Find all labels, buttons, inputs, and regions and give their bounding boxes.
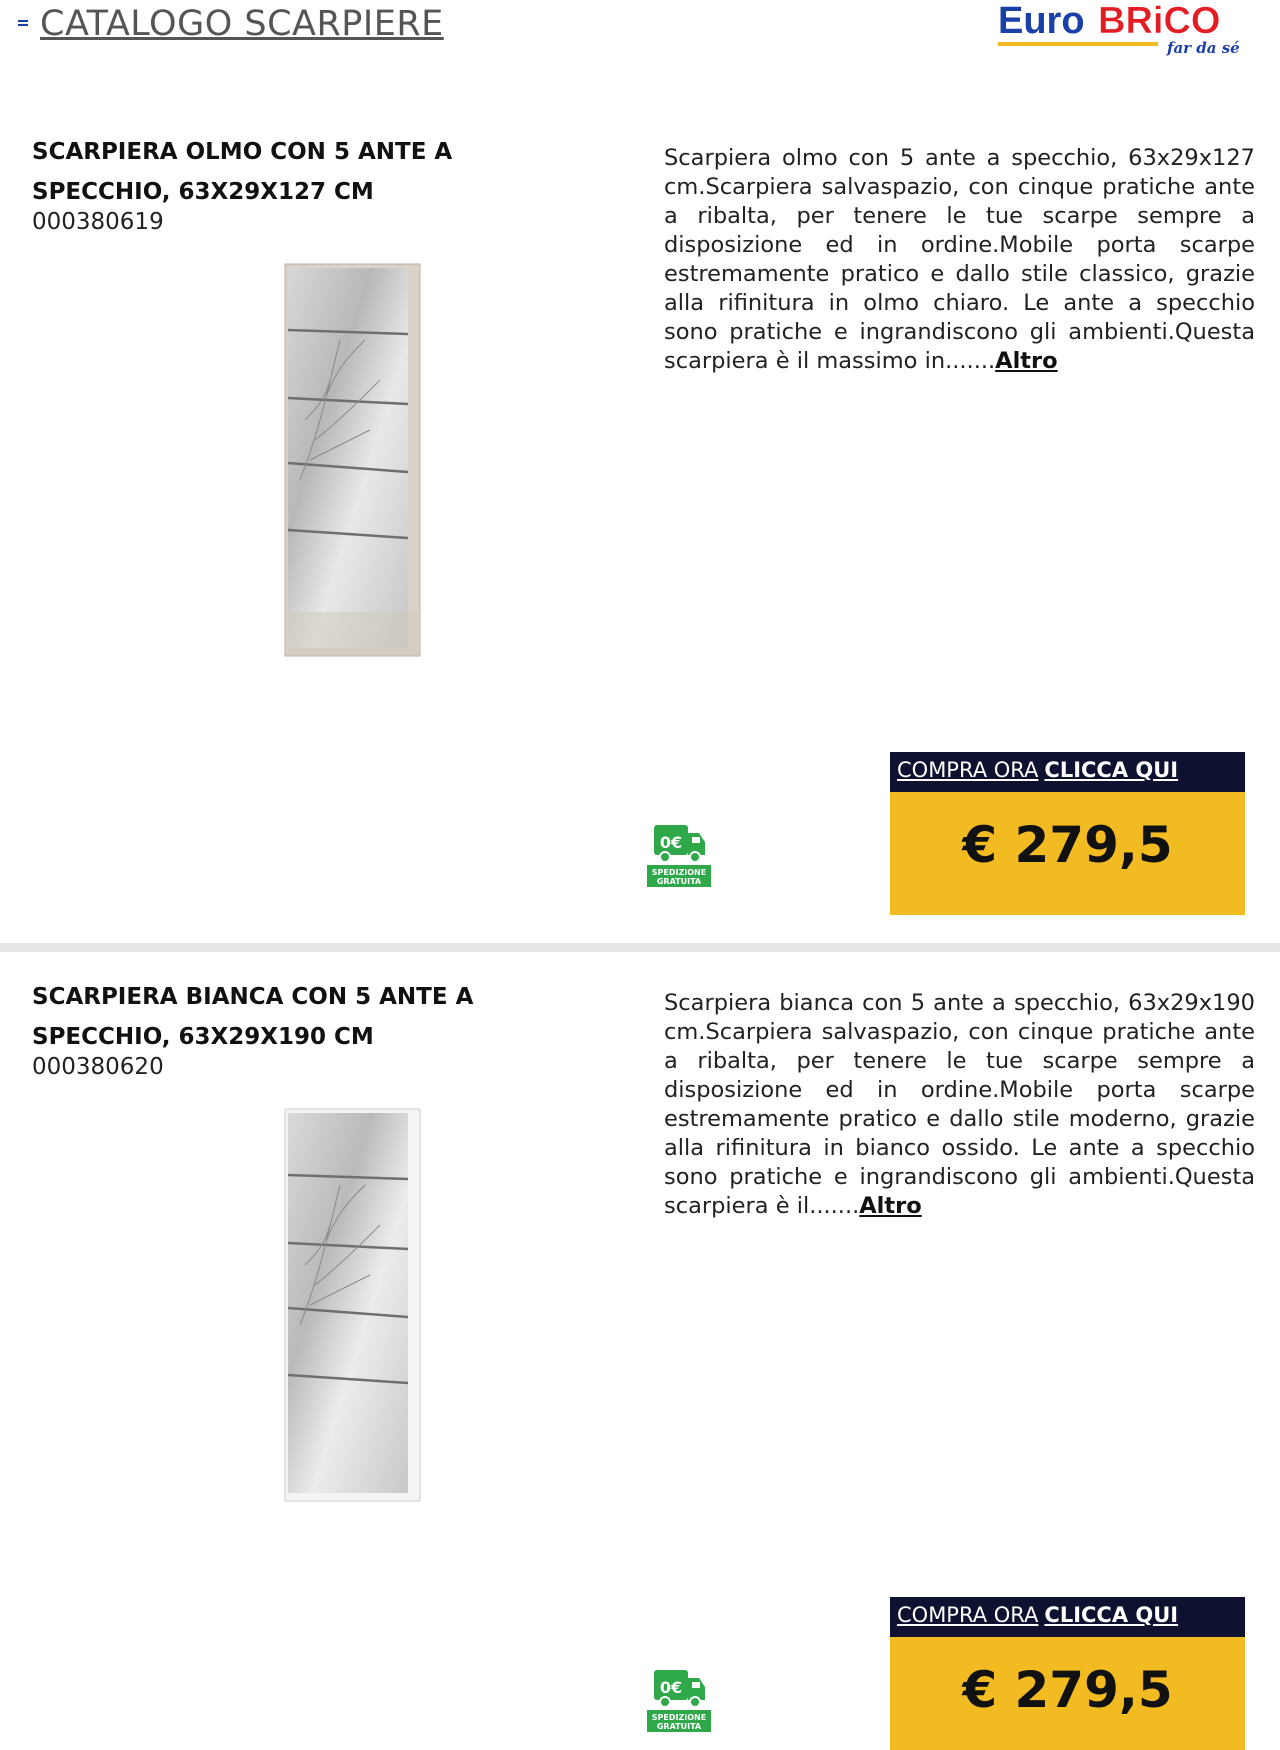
buy-bar[interactable]	[890, 752, 1245, 792]
cabinet-mirror	[288, 1113, 408, 1493]
page-title: CATALOGO SCARPIERE	[40, 4, 444, 44]
product-title: SCARPIERA BIANCA CON 5 ANTE A SPECCHIO, 63X29X190 CM	[32, 984, 474, 1050]
shipping-price: 0€	[659, 1678, 683, 1697]
menu-icon[interactable]	[18, 20, 28, 28]
click-here-link[interactable]: CLICCA QUI	[1044, 1603, 1179, 1627]
product-image	[270, 1105, 440, 1505]
description-text: Scarpiera olmo con 5 ante a specchio, 63x29x127 cm.Scarpiera salvaspazio, con cinque pratiche ante a ribalta, per tenere le tue scarpe sempre a disposizione ed in ordine.Mobile porta scarpe estremamente pratico e dallo stile classico, grazie alla rifinitura in olmo chiaro. Le ante a specchio sono pratiche e ingrandiscono gli ambienti.Questa scarpiera è il massimo in.......	[664, 145, 1255, 374]
buy-now-link[interactable]: COMPRA ORA	[897, 758, 1039, 782]
more-link[interactable]: Altro	[859, 1193, 922, 1219]
buy-box[interactable]	[890, 752, 1245, 915]
logo-euro-text: Euro	[998, 0, 1085, 42]
cabinet-mirror	[288, 268, 408, 648]
section-divider	[0, 943, 1280, 952]
price: € 279,5	[962, 815, 1173, 874]
product-card	[0, 955, 1280, 1750]
price-box[interactable]	[890, 1637, 1245, 1750]
page-header	[0, 0, 1280, 110]
shipping-label-2: GRATUITA	[656, 1722, 702, 1731]
buy-now-link[interactable]: COMPRA ORA	[897, 1603, 1039, 1627]
more-link[interactable]: Altro	[995, 348, 1058, 374]
price-box[interactable]	[890, 792, 1245, 915]
free-shipping-icon	[645, 815, 713, 887]
product-code: 000380619	[32, 209, 164, 235]
price: € 279,5	[962, 1660, 1173, 1719]
click-here-link[interactable]: CLICCA QUI	[1044, 758, 1179, 782]
description-text: Scarpiera bianca con 5 ante a specchio, 63x29x190 cm.Scarpiera salvaspazio, con cinque pratiche ante a ribalta, per tenere le tue scarpe sempre a disposizione ed in ordine.Mobile porta scarpe estremamente pratico e dallo stile moderno, grazie alla rifinitura in bianco ossido. Le ante a specchio sono pratiche e ingrandiscono gli ambienti.Questa scarpiera è il.......	[664, 990, 1255, 1219]
shipping-label-2: GRATUITA	[656, 877, 702, 886]
product-card	[0, 110, 1280, 960]
shipping-price: 0€	[659, 833, 683, 852]
buy-bar[interactable]	[890, 1597, 1245, 1637]
logo-underline	[998, 42, 1158, 46]
shipping-label-1: SPEDIZIONE	[651, 868, 707, 877]
buy-box[interactable]	[890, 1597, 1245, 1750]
eurobrico-logo	[995, 0, 1245, 60]
product-description	[664, 989, 1255, 1221]
free-shipping-icon	[645, 1660, 713, 1732]
logo-brico-text: BRiCO	[1098, 0, 1221, 42]
product-code: 000380620	[32, 1054, 164, 1080]
product-description	[664, 144, 1255, 376]
shipping-label-1: SPEDIZIONE	[651, 1713, 707, 1722]
product-image	[270, 260, 440, 660]
product-title: SCARPIERA OLMO CON 5 ANTE A SPECCHIO, 63X29X127 CM	[32, 139, 453, 205]
logo-tagline: far da sé	[1167, 39, 1240, 57]
